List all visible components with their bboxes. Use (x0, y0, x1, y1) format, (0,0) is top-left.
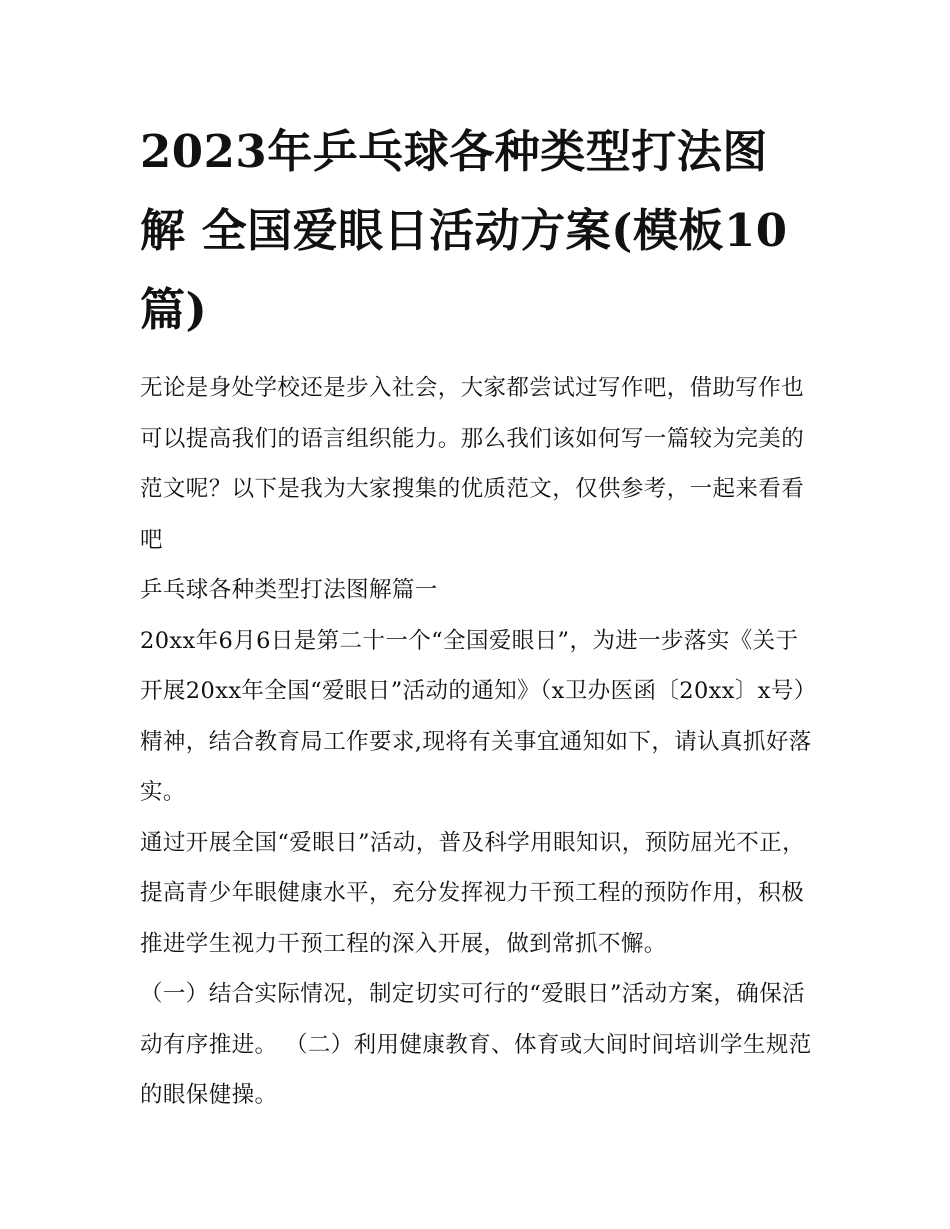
purpose-paragraph: 通过开展全国“爱眼日”活动，普及科学用眼知识，预防屈光不正，提高青少年眼健康水平，充分发挥视力干预工程的预防作用，积极推进学生视力干预工程的深入开展，做到常抓不懈。 (140, 829, 806, 957)
document-title: 2023年乒乓球各种类型打法图解 全国爱眼日活动方案(模板10篇) (140, 125, 788, 336)
intro-paragraph: 无论是身处学校还是步入社会，大家都尝试过写作吧，借助写作也可以提高我们的语言组织能力。那么我们该如何写一篇较为完美的范文呢？以下是我为大家搜集的优质范文，仅供参考，一起来看看吧 (140, 375, 805, 553)
measures-paragraph: （一）结合实际情况，制定切实可行的“爱眼日”活动方案，确保活动有序推进。 （二）利用健康教育、体育或大间时间培训学生规范的眼保健操。 (140, 981, 812, 1108)
section-heading: 乒乓球各种类型打法图解篇一 (140, 577, 438, 603)
notice-paragraph: 20xx年6月6日是第二十一个“全国爱眼日”，为进一步落实《关于开展20xx年全国“爱眼日”活动的通知》（x卫办医函〔20xx〕x号）精神，结合教育局工作要求,现将有关事宜通知如下，请认真抓好落实。 (140, 627, 812, 805)
document-page (140, 112, 812, 1121)
